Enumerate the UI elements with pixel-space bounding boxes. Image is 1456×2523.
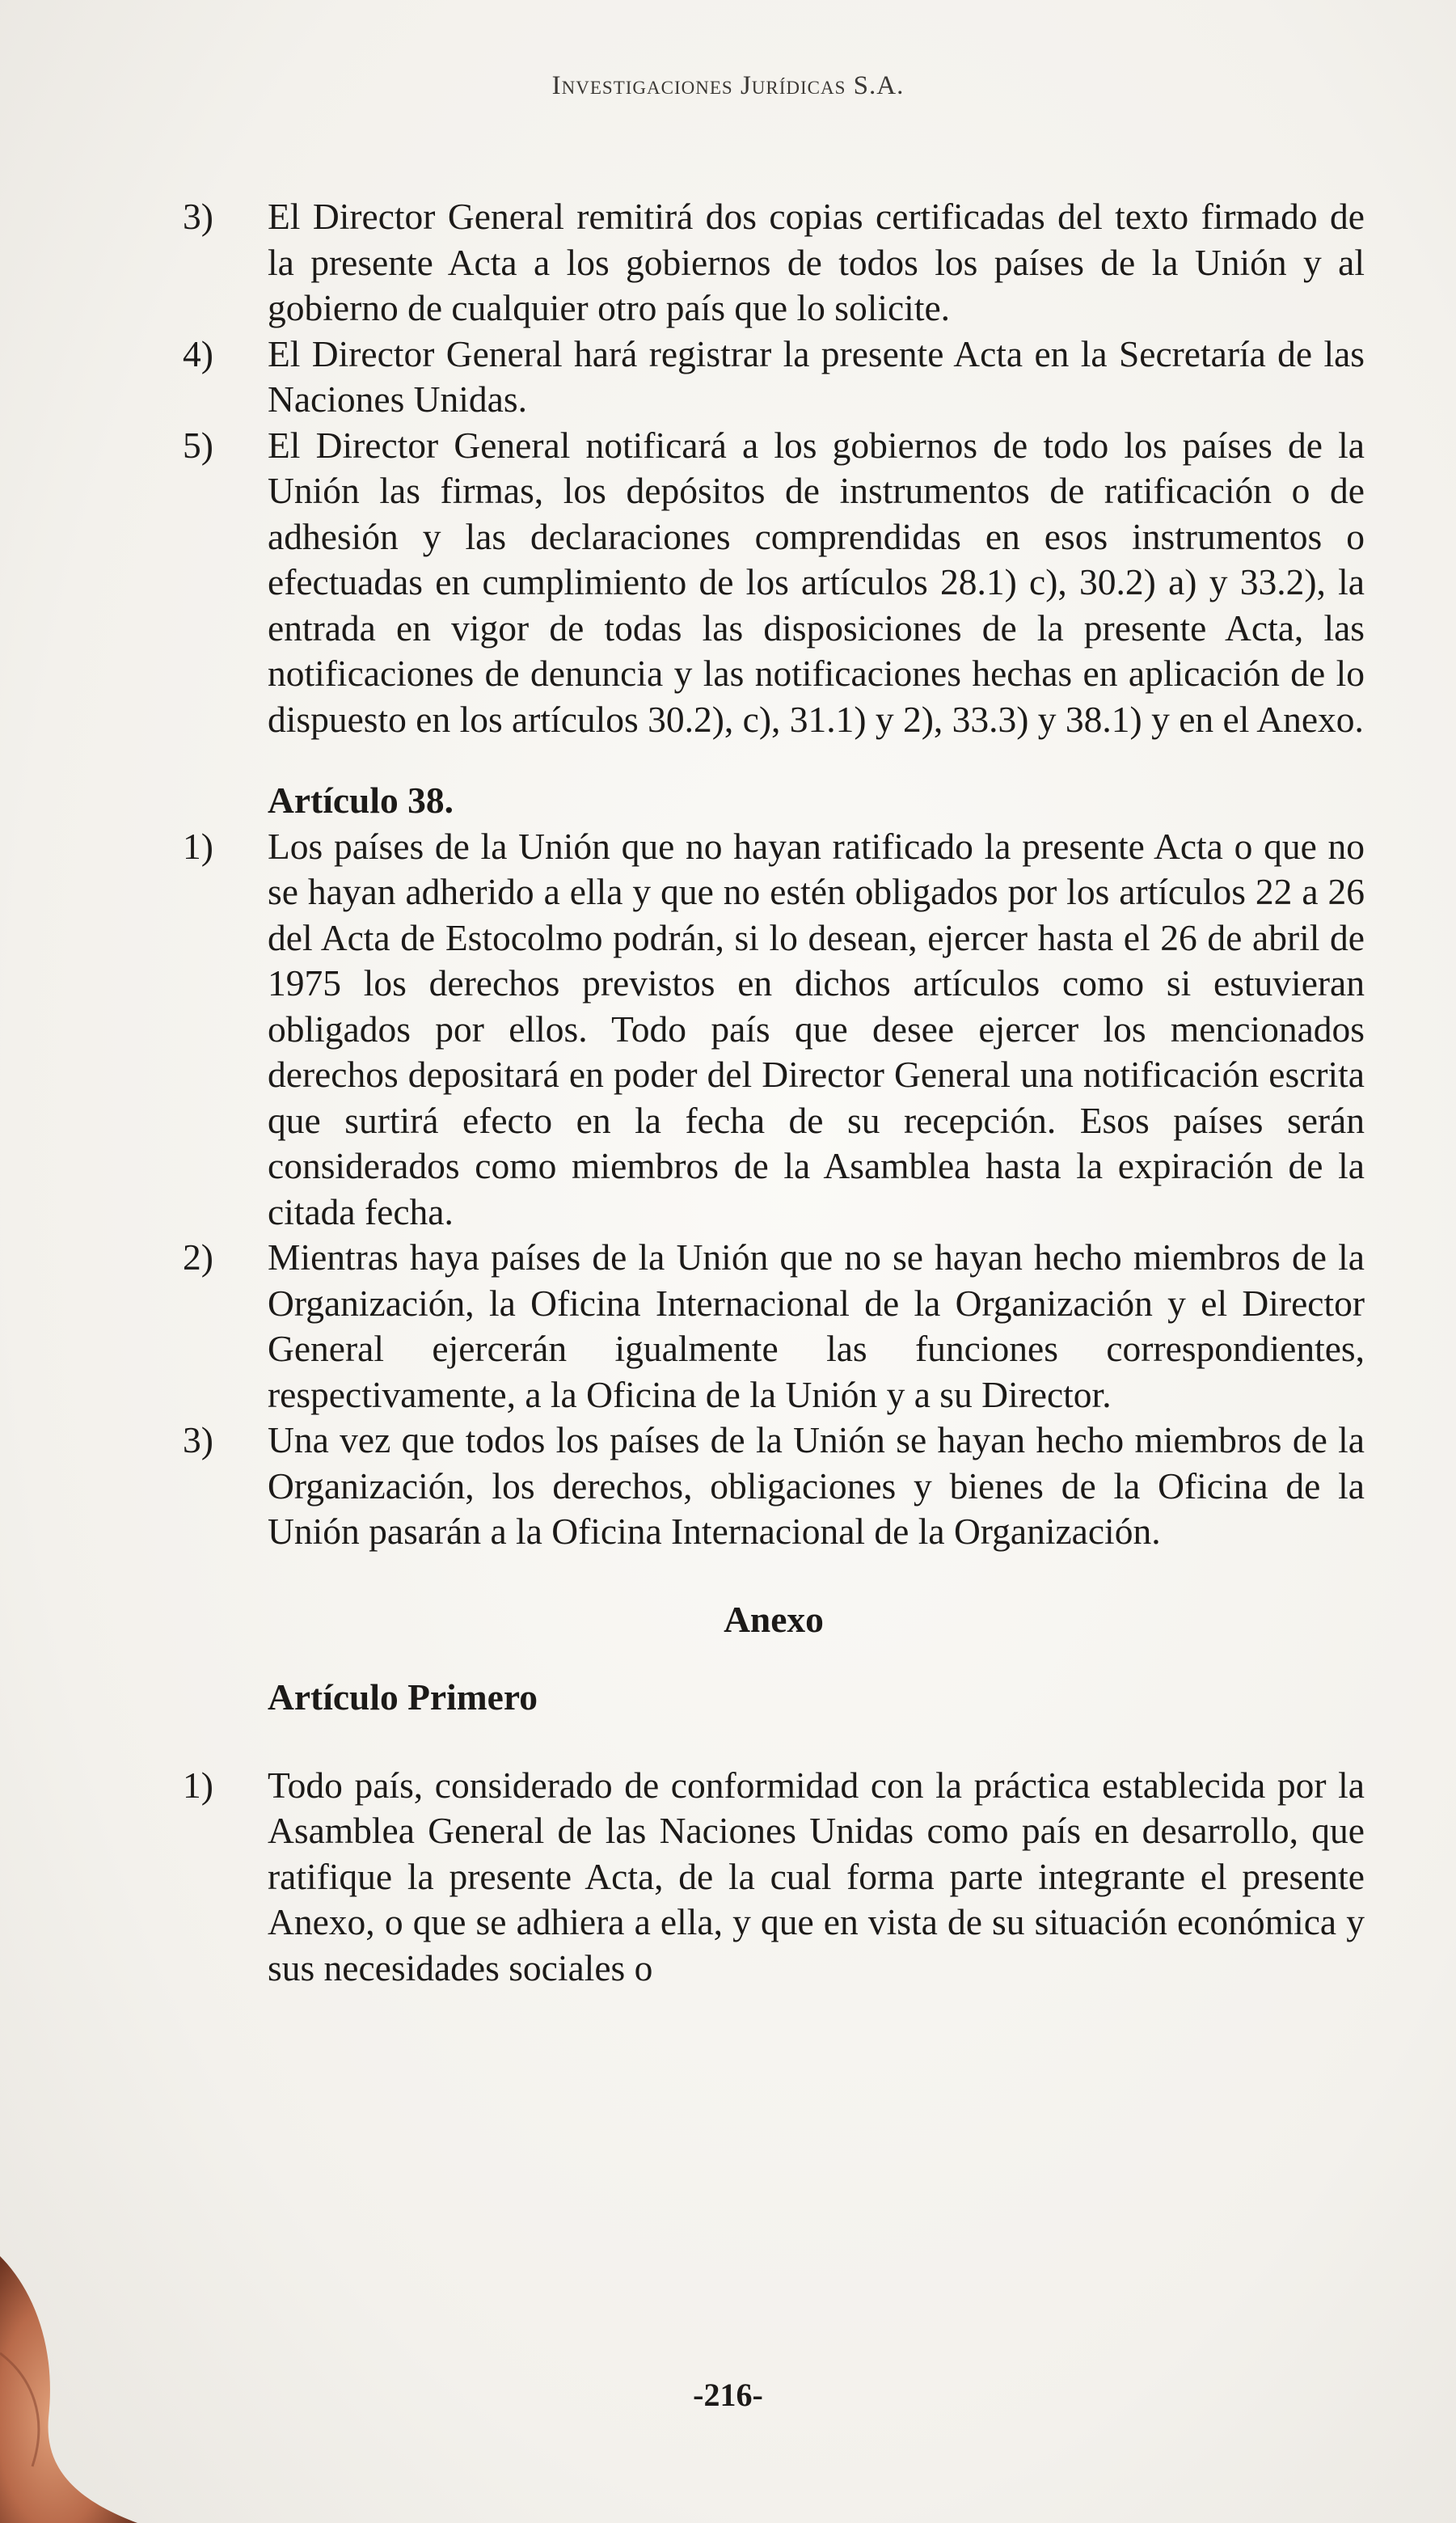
list-item — [183, 824, 1365, 1236]
item-number: 5) — [183, 424, 213, 466]
list-item — [183, 423, 1365, 743]
annex-article-heading: Artículo Primero — [268, 1676, 538, 1718]
list-item — [183, 1763, 1365, 1992]
item-number: 2) — [183, 1236, 213, 1278]
item-number: 4) — [183, 332, 213, 374]
item-number: 1) — [183, 825, 213, 867]
list-item — [183, 1235, 1365, 1418]
running-header: Investigaciones Jurídicas S.A. — [551, 71, 905, 100]
item-text: El Director General hará registrar la presente Acta en la Secretaría de las Naciones Unidas. — [268, 332, 1365, 420]
item-text: El Director General remitirá dos copias certificadas del texto firmado de la presente Acta a los gobiernos de todos los países de la Unión y al gobierno de cualquier otro país que lo solicite. — [268, 196, 1365, 328]
item-text: Los países de la Unión que no hayan ratificado la presente Acta o que no se hayan adherido a ella y que no estén obligados por los artículos 22 a 26 del Acta de Estocolmo podrán, si lo desean, ejercer hasta el 26 de abril de 1975 los derechos previstos en dichos artículos como si estuvieran obligados por ellos. Todo país que desee ejercer los mencionados derechos depositará en poder del Director General una notificación escrita que surtirá efecto en la fecha de su recepción. Esos países serán considerados como miembros de la Asamblea hasta la expiración de la citada fecha. — [268, 825, 1365, 1232]
page-body — [183, 194, 1365, 1991]
page-number: -216- — [693, 2377, 763, 2413]
item-text: Mientras haya países de la Unión que no se hayan hecho miembros de la Organización, la Oficina Internacional de la Organización y el Director General ejercerán igualmente las funciones correspondientes, respectivamente, a la Oficina de la Unión y a su Director. — [268, 1236, 1365, 1415]
item-number: 1) — [183, 1764, 213, 1806]
article-heading: Artículo 38. — [268, 780, 454, 821]
item-text: El Director General notificará a los gobiernos de todo los países de la Unión las firmas, los depósitos de instrumentos de ratificación o de adhesión y las declaraciones comprendidas en esos instrumentos o efectuadas en cumplimiento de los artículos 28.1) c), 30.2) a) y 33.2), la entrada en vigor de todas las disposiciones de la presente Acta, las notificaciones de denuncia y las notificaciones hechas en aplicación de lo dispuesto en los artículos 30.2), c), 31.1) y 2), 33.3) y 38.1) y en el Anexo. — [268, 424, 1365, 740]
item-number: 3) — [183, 196, 213, 237]
item-number: 3) — [183, 1419, 213, 1460]
list-item — [183, 332, 1365, 423]
thumb-image — [0, 2256, 162, 2523]
list-item — [183, 1418, 1365, 1555]
item-text: Todo país, considerado de conformidad con la práctica establecida por la Asamblea General de las Naciones Unidas como país en desarrollo, que ratifique la presente Acta, de la cual forma parte integrante el presente Anexo, o que se adhiera a ella, y que en vista de su situación económica y sus necesidades sociales o — [268, 1764, 1365, 1988]
item-text: Una vez que todos los países de la Unión se hayan hecho miembros de la Organización, los derechos, obligaciones y bienes de la Oficina de la Unión pasarán a la Oficina Internacional de la Organización. — [268, 1419, 1365, 1552]
annex-title: Anexo — [724, 1598, 824, 1640]
list-item — [183, 194, 1365, 332]
